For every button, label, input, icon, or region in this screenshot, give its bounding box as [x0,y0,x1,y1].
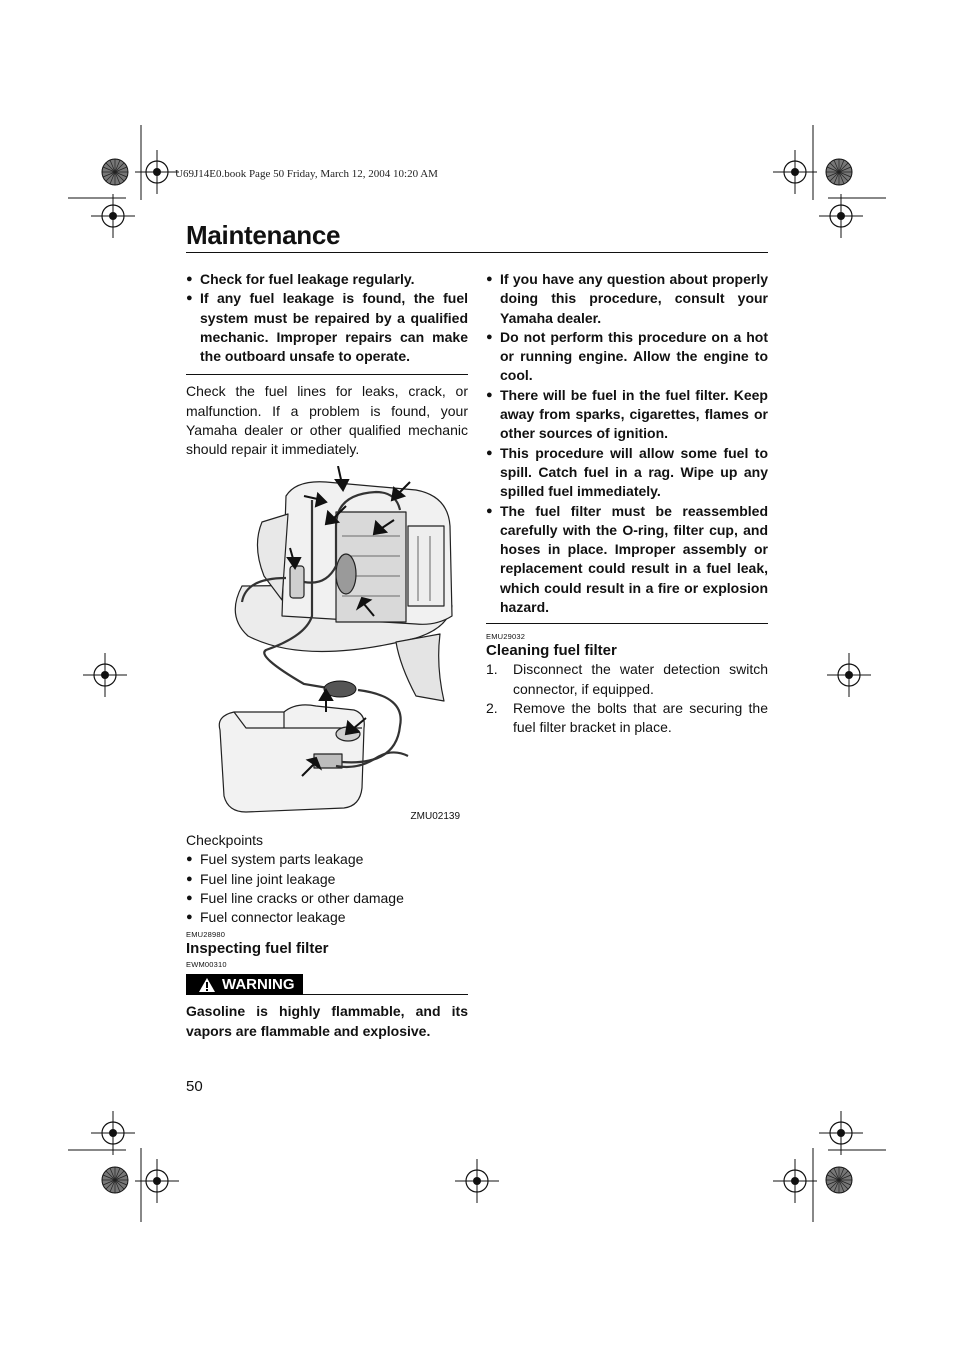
section-rule [486,623,768,624]
section-rule [186,374,468,375]
bullet-item: ● There will be fuel in the fuel filter. Keep away from sparks, cigarettes, flames or other sources of ignition. [486,386,768,444]
bullet-item: ● The fuel filter must be reassembled carefully with the O-ring, filter cup, and hoses in place. Improper assembly or replacement could result in a fuel leak, which could result in a fire or explosion hazard. [486,502,768,618]
fuel-leak-bullets [186,270,468,366]
checkpoint-item: ● Fuel line joint leakage [186,870,468,889]
warning-header [186,974,468,996]
warning-rule [303,994,468,995]
title-rule [186,252,768,253]
warning-triangle-icon [198,977,216,993]
safety-bullets [486,270,768,617]
right-column [486,270,768,738]
checkpoints-list [186,850,468,927]
warning-text: Gasoline is highly flammable, and its vapors are flammable and explosive. [186,1003,468,1039]
section-title: Inspecting fuel filter [186,940,329,958]
steps-list [486,660,768,737]
book-info-header: U69J14E0.book Page 50 Friday, March 12, 2004 10:20 AM [175,168,438,180]
warning-code: EWM00310 [186,960,227,970]
figure-code: ZMU02139 [410,811,460,822]
bullet-item: ● If any fuel leakage is found, the fuel system must be repaired by a qualified mechanic. Improper repairs can make the outboard unsafe to operate. [186,289,468,366]
left-column [186,270,468,460]
warning-label: WARNING [222,976,295,994]
section-code: EMU28980 [186,930,226,940]
step-item: 2. Remove the bolts that are securing the fuel filter bracket in place. [486,699,768,736]
section-code: EMU29032 [486,632,526,642]
checkpoint-item: ● Fuel line cracks or other damage [186,889,468,908]
left-column-lower [186,831,468,1041]
bullet-item: ● If you have any question about properly doing this procedure, consult your Yamaha dealer. [486,270,768,328]
outboard-and-tank-drawing [186,466,468,824]
warning-badge [186,974,303,995]
section-title: Cleaning fuel filter [486,642,617,660]
checkpoint-item: ● Fuel connector leakage [186,908,468,927]
bullet-item: ● Do not perform this procedure on a hot or running engine. Allow the engine to cool. [486,328,768,386]
page-title: Maintenance [186,220,341,250]
intro-paragraph: Check the fuel lines for leaks, crack, or malfunction. If a problem is found, your Yamaha dealer or other qualified mechanic should repair it immediately. [186,383,468,458]
bullet-item: ● This procedure will allow some fuel to spill. Catch fuel in a rag. Wipe up any spilled fuel immediately. [486,444,768,502]
step-item: 1. Disconnect the water detection switch connector, if equipped. [486,661,768,697]
checkpoint-item: ● Fuel system parts leakage [186,850,468,869]
fuel-system-illustration [186,466,468,824]
page-number: 50 [186,1078,203,1095]
checkpoints-label: Checkpoints [186,832,264,848]
bullet-item: ● Check for fuel leakage regularly. [186,270,468,289]
